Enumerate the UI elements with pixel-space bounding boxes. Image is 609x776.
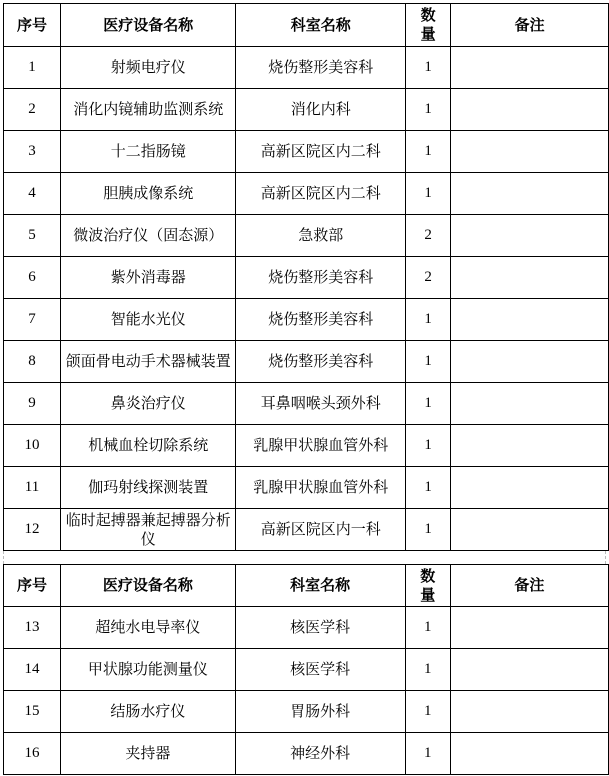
cell-device-name: 夹持器	[61, 733, 236, 775]
cell-department: 烧伤整形美容科	[236, 341, 406, 383]
cell-index: 2	[4, 89, 61, 131]
cell-remarks	[451, 131, 609, 173]
table-header-row	[4, 4, 609, 47]
cell-index: 12	[4, 509, 61, 551]
cell-department: 高新区院区内二科	[236, 173, 406, 215]
table-row	[4, 47, 609, 89]
cell-index: 6	[4, 257, 61, 299]
cell-department: 急救部	[236, 215, 406, 257]
cell-device-name: 智能水光仪	[60, 299, 235, 341]
cell-device-name: 结肠水疗仪	[61, 691, 236, 733]
cell-remarks	[451, 509, 609, 551]
cell-device-name: 消化内镜辅助监测系统	[60, 89, 235, 131]
cell-index: 16	[4, 733, 61, 775]
header-remarks: 备注	[450, 565, 608, 607]
table-row	[4, 649, 609, 691]
table-row	[4, 425, 609, 467]
cell-device-name: 临时起搏器兼起搏器分析仪	[60, 509, 235, 551]
cell-device-name: 鼻炎治疗仪	[60, 383, 235, 425]
cell-quantity: 1	[406, 173, 451, 215]
table-row	[4, 733, 609, 775]
cell-device-name: 伽玛射线探测装置	[60, 467, 235, 509]
cell-quantity: 1	[406, 509, 451, 551]
table-row	[4, 131, 609, 173]
cell-remarks	[451, 89, 609, 131]
cell-device-name: 颌面骨电动手术器械装置	[60, 341, 235, 383]
cell-device-name: 紫外消毒器	[60, 257, 235, 299]
cell-department: 消化内科	[236, 89, 406, 131]
table-row	[4, 257, 609, 299]
table-row	[4, 607, 609, 649]
cell-index: 13	[4, 607, 61, 649]
cell-department: 烧伤整形美容科	[236, 299, 406, 341]
equipment-table-part-1	[3, 3, 609, 551]
cell-index: 4	[4, 173, 61, 215]
cell-department: 胃肠外科	[235, 691, 405, 733]
cell-index: 9	[4, 383, 61, 425]
table-gap	[3, 551, 606, 564]
cell-device-name: 微波治疗仪（固态源）	[60, 215, 235, 257]
cell-quantity: 1	[406, 425, 451, 467]
cell-remarks	[450, 607, 608, 649]
cell-remarks	[450, 649, 608, 691]
cell-index: 3	[4, 131, 61, 173]
cell-department: 耳鼻咽喉头颈外科	[236, 383, 406, 425]
table-row	[4, 89, 609, 131]
cell-quantity: 1	[406, 467, 451, 509]
cell-remarks	[451, 341, 609, 383]
table-row	[4, 383, 609, 425]
cell-index: 8	[4, 341, 61, 383]
cell-quantity: 1	[406, 299, 451, 341]
cell-index: 10	[4, 425, 61, 467]
header-index: 序号	[4, 4, 61, 47]
cell-department: 烧伤整形美容科	[236, 47, 406, 89]
table-row	[4, 173, 609, 215]
cell-department: 烧伤整形美容科	[236, 257, 406, 299]
cell-remarks	[451, 299, 609, 341]
cell-department: 核医学科	[235, 607, 405, 649]
header-device-name: 医疗设备名称	[61, 565, 236, 607]
cell-quantity: 1	[406, 383, 451, 425]
cell-quantity: 1	[405, 607, 450, 649]
cell-department: 神经外科	[235, 733, 405, 775]
table-row	[4, 215, 609, 257]
table-row	[4, 299, 609, 341]
cell-quantity: 1	[406, 89, 451, 131]
header-index: 序号	[4, 565, 61, 607]
cell-index: 7	[4, 299, 61, 341]
header-device-name: 医疗设备名称	[60, 4, 235, 47]
table-header-row	[4, 565, 609, 607]
cell-device-name: 十二指肠镜	[60, 131, 235, 173]
table-row	[4, 467, 609, 509]
cell-quantity: 1	[405, 691, 450, 733]
cell-remarks	[451, 173, 609, 215]
header-quantity: 数量	[405, 565, 450, 607]
header-department: 科室名称	[236, 4, 406, 47]
header-department: 科室名称	[235, 565, 405, 607]
cell-remarks	[451, 467, 609, 509]
header-remarks: 备注	[451, 4, 609, 47]
cell-device-name: 机械血栓切除系统	[60, 425, 235, 467]
cell-quantity: 1	[406, 131, 451, 173]
cell-quantity: 2	[406, 215, 451, 257]
cell-remarks	[451, 425, 609, 467]
cell-index: 14	[4, 649, 61, 691]
cell-quantity: 1	[406, 341, 451, 383]
cell-device-name: 超纯水电导率仪	[61, 607, 236, 649]
cell-device-name: 甲状腺功能测量仪	[61, 649, 236, 691]
table-row	[4, 341, 609, 383]
cell-index: 15	[4, 691, 61, 733]
cell-device-name: 射频电疗仪	[60, 47, 235, 89]
cell-remarks	[450, 691, 608, 733]
cell-quantity: 2	[406, 257, 451, 299]
cell-remarks	[451, 257, 609, 299]
cell-device-name: 胆胰成像系统	[60, 173, 235, 215]
cell-department: 高新区院区内二科	[236, 131, 406, 173]
cell-department: 高新区院区内一科	[236, 509, 406, 551]
cell-department: 乳腺甲状腺血管外科	[236, 467, 406, 509]
equipment-table-part-2	[3, 564, 609, 775]
table-row	[4, 691, 609, 733]
cell-index: 5	[4, 215, 61, 257]
cell-department: 核医学科	[235, 649, 405, 691]
table-row	[4, 509, 609, 551]
cell-department: 乳腺甲状腺血管外科	[236, 425, 406, 467]
cell-quantity: 1	[405, 733, 450, 775]
header-quantity: 数量	[406, 4, 451, 47]
cell-index: 11	[4, 467, 61, 509]
cell-remarks	[451, 215, 609, 257]
cell-quantity: 1	[406, 47, 451, 89]
cell-remarks	[451, 383, 609, 425]
cell-quantity: 1	[405, 649, 450, 691]
cell-index: 1	[4, 47, 61, 89]
cell-remarks	[451, 47, 609, 89]
cell-remarks	[450, 733, 608, 775]
